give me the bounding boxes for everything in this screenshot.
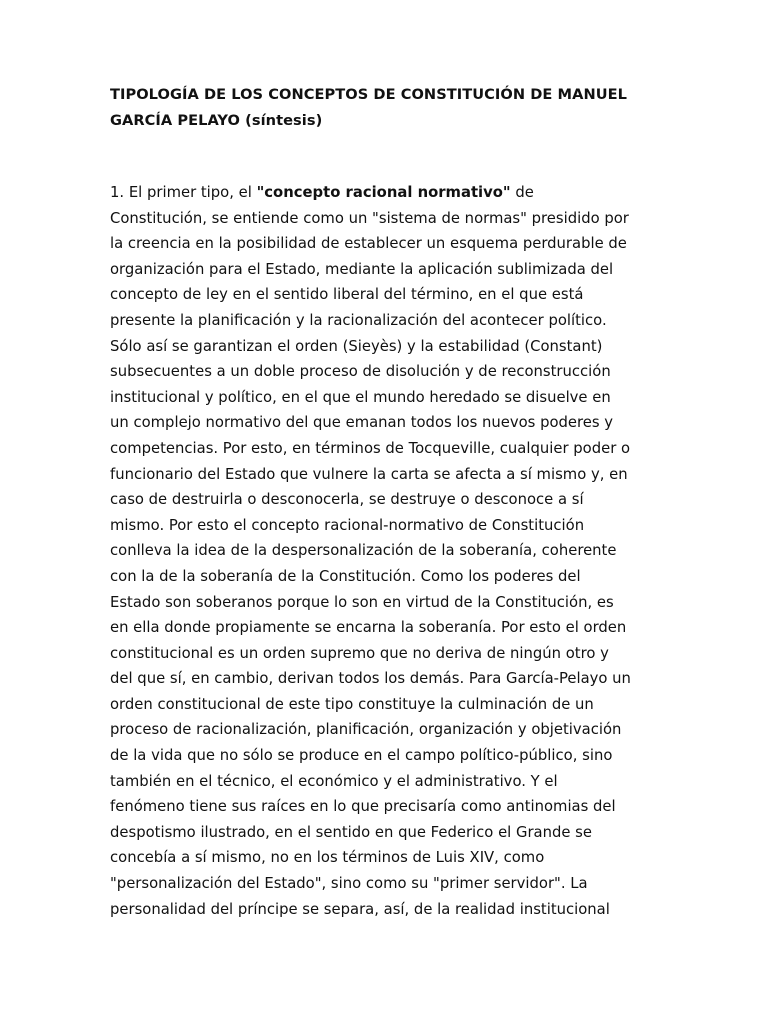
body-line: despotismo ilustrado, en el sentido en que Federico el Grande se — [110, 823, 592, 841]
document-title — [110, 82, 666, 134]
body-line: también en el técnico, el económico y el administrativo. Y el — [110, 772, 558, 790]
body-line: concepto de ley en el sentido liberal del término, en el que está — [110, 286, 584, 304]
emphasized-term: "concepto racional normativo" — [256, 184, 511, 201]
body-line: competencias. Por esto, en términos de Tocqueville, cualquier poder o — [110, 439, 631, 457]
body-line: organización para el Estado, mediante la aplicación sublimizada del — [110, 260, 614, 278]
body-line: proceso de racionalización, planificación, organización y objetivación — [110, 721, 622, 739]
body-line: concebía a sí mismo, no en los términos de Luis XIV, como — [110, 849, 545, 867]
title-line-2: GARCÍA PELAYO (síntesis) — [110, 112, 323, 129]
body-line: constitucional es un orden supremo que no deriva de ningún otro y — [110, 644, 609, 662]
body-line: subsecuentes a un doble proceso de disolución y de reconstrucción — [110, 363, 611, 381]
body-line: Estado son soberanos porque lo son en virtud de la Constitución, es — [110, 593, 614, 611]
body-line: caso de destruirla o desconocerla, se destruye o desconoce a sí — [110, 491, 584, 509]
body-line: con la de la soberanía de la Constitución. Como los poderes del — [110, 567, 581, 585]
document-body — [110, 180, 666, 922]
body-line: Constitución, se entiende como un "sistema de normas" presidido por — [110, 209, 629, 227]
title-line-1: TIPOLOGÍA DE LOS CONCEPTOS DE CONSTITUCIÓN DE MANUEL — [110, 86, 628, 103]
body-line: funcionario del Estado que vulnere la carta se afecta a sí mismo y, en — [110, 465, 628, 483]
body-line: presente la planificación y la racionalización del acontecer político. — [110, 311, 607, 329]
document-page — [110, 82, 666, 922]
body-line: de la vida que no sólo se produce en el campo político-público, sino — [110, 747, 613, 765]
body-line: personalidad del príncipe se separa, así, de la realidad institucional — [110, 900, 610, 918]
body-line: en ella donde propiamente se encarna la soberanía. Por esto el orden — [110, 619, 627, 637]
body-line: del que sí, en cambio, derivan todos los demás. Para García-Pelayo un — [110, 670, 631, 688]
body-line-first — [110, 180, 666, 206]
body-line: "personalización del Estado", sino como su "primer servidor". La — [110, 875, 588, 893]
body-line: Sólo así se garantizan el orden (Sieyès) y la estabilidad (Constant) — [110, 337, 603, 355]
body-line: un complejo normativo del que emanan todos los nuevos poderes y — [110, 414, 614, 432]
body-line: orden constitucional de este tipo constituye la culminación de un — [110, 695, 594, 713]
body-line: la creencia en la posibilidad de establecer un esquema perdurable de — [110, 235, 627, 253]
body-line: conlleva la idea de la despersonalización de la soberanía, coherente — [110, 542, 617, 560]
body-line: institucional y político, en el que el mundo heredado se disuelve en — [110, 388, 611, 406]
first-line-prefix: 1. El primer tipo, el — [110, 184, 257, 201]
body-line: fenómeno tiene sus raíces en lo que precisaría como antinomias del — [110, 798, 616, 816]
first-line-suffix: de — [510, 184, 534, 201]
body-line: mismo. Por esto el concepto racional-normativo de Constitución — [110, 516, 585, 534]
